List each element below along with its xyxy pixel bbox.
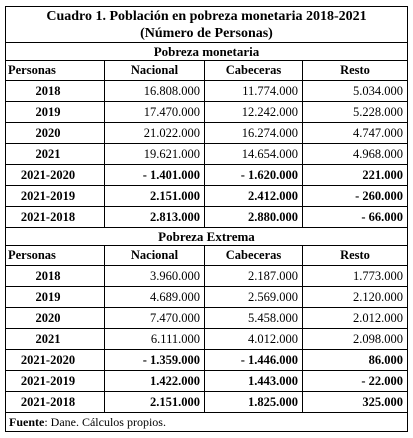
value-cell: 5.228.000 bbox=[303, 102, 408, 123]
row-label-cell: 2021-2018 bbox=[6, 392, 105, 413]
table-row bbox=[6, 350, 408, 371]
row-label-cell: 2018 bbox=[6, 266, 105, 287]
value-cell: 2.880.000 bbox=[205, 207, 303, 228]
table-row bbox=[6, 266, 408, 287]
row-label-cell: 2021-2020 bbox=[6, 350, 105, 371]
row-label-cell: 2018 bbox=[6, 81, 105, 102]
column-header: Nacional bbox=[105, 246, 205, 266]
value-cell: 16.274.000 bbox=[205, 123, 303, 144]
value-cell: 17.470.000 bbox=[105, 102, 205, 123]
value-cell: 11.774.000 bbox=[205, 81, 303, 102]
column-header: Resto bbox=[303, 61, 408, 81]
value-cell: 2.151.000 bbox=[105, 186, 205, 207]
value-cell: 5.458.000 bbox=[205, 308, 303, 329]
value-cell: - 1.620.000 bbox=[205, 165, 303, 186]
table-row bbox=[6, 165, 408, 186]
value-cell: 2.120.000 bbox=[303, 287, 408, 308]
value-cell: - 1.401.000 bbox=[105, 165, 205, 186]
column-header: Cabeceras bbox=[205, 61, 303, 81]
row-label-cell: 2020 bbox=[6, 308, 105, 329]
value-cell: 5.034.000 bbox=[303, 81, 408, 102]
value-cell: 1.422.000 bbox=[105, 371, 205, 392]
column-header: Personas bbox=[6, 61, 105, 81]
row-label-cell: 2019 bbox=[6, 287, 105, 308]
table-row bbox=[6, 102, 408, 123]
section-heading: Pobreza monetaria bbox=[6, 43, 408, 61]
section-heading-row bbox=[6, 43, 408, 61]
value-cell: 2.012.000 bbox=[303, 308, 408, 329]
value-cell: 221.000 bbox=[303, 165, 408, 186]
value-cell: 21.022.000 bbox=[105, 123, 205, 144]
table-title: Cuadro 1. Población en pobreza monetaria 2018-2021 bbox=[46, 8, 367, 24]
row-label-cell: 2021-2020 bbox=[6, 165, 105, 186]
footer-source-text: : Dane. Cálculos propios. bbox=[44, 415, 166, 429]
column-header: Cabeceras bbox=[205, 246, 303, 266]
table-row bbox=[6, 329, 408, 350]
table-subtitle: (Número de Personas) bbox=[140, 25, 273, 41]
value-cell: 3.960.000 bbox=[105, 266, 205, 287]
column-header-row bbox=[6, 61, 408, 81]
column-header-row bbox=[6, 246, 408, 266]
footer-row bbox=[6, 413, 408, 432]
table-row bbox=[6, 123, 408, 144]
value-cell: 16.808.000 bbox=[105, 81, 205, 102]
value-cell: 86.000 bbox=[303, 350, 408, 371]
column-header: Resto bbox=[303, 246, 408, 266]
value-cell: 4.747.000 bbox=[303, 123, 408, 144]
value-cell: 2.412.000 bbox=[205, 186, 303, 207]
table-row bbox=[6, 81, 408, 102]
value-cell: 1.825.000 bbox=[205, 392, 303, 413]
value-cell: 6.111.000 bbox=[105, 329, 205, 350]
value-cell: 7.470.000 bbox=[105, 308, 205, 329]
value-cell: 19.621.000 bbox=[105, 144, 205, 165]
value-cell: 12.242.000 bbox=[205, 102, 303, 123]
value-cell: 2.569.000 bbox=[205, 287, 303, 308]
table-row bbox=[6, 207, 408, 228]
value-cell: 2.187.000 bbox=[205, 266, 303, 287]
table-row bbox=[6, 186, 408, 207]
table-row bbox=[6, 308, 408, 329]
section-heading-row bbox=[6, 228, 408, 246]
value-cell: 1.443.000 bbox=[205, 371, 303, 392]
table-row bbox=[6, 371, 408, 392]
column-header: Personas bbox=[6, 246, 105, 266]
table-row bbox=[6, 144, 408, 165]
table-row bbox=[6, 287, 408, 308]
column-header: Nacional bbox=[105, 61, 205, 81]
value-cell: - 22.000 bbox=[303, 371, 408, 392]
value-cell: 2.813.000 bbox=[105, 207, 205, 228]
footer-source-label: Fuente bbox=[9, 415, 45, 429]
value-cell: 1.773.000 bbox=[303, 266, 408, 287]
row-label-cell: 2021 bbox=[6, 144, 105, 165]
value-cell: - 1.359.000 bbox=[105, 350, 205, 371]
table-title-row bbox=[6, 7, 408, 43]
value-cell: - 66.000 bbox=[303, 207, 408, 228]
poverty-table bbox=[5, 6, 408, 432]
value-cell: 4.012.000 bbox=[205, 329, 303, 350]
value-cell: 2.151.000 bbox=[105, 392, 205, 413]
poverty-table-container bbox=[5, 6, 407, 432]
footer-cell bbox=[6, 413, 408, 432]
table-row bbox=[6, 392, 408, 413]
row-label-cell: 2021-2019 bbox=[6, 371, 105, 392]
value-cell: - 1.446.000 bbox=[205, 350, 303, 371]
section-heading: Pobreza Extrema bbox=[6, 228, 408, 246]
value-cell: 4.968.000 bbox=[303, 144, 408, 165]
value-cell: 325.000 bbox=[303, 392, 408, 413]
value-cell: 4.689.000 bbox=[105, 287, 205, 308]
row-label-cell: 2020 bbox=[6, 123, 105, 144]
table-title-cell bbox=[6, 7, 408, 43]
value-cell: 2.098.000 bbox=[303, 329, 408, 350]
row-label-cell: 2021-2018 bbox=[6, 207, 105, 228]
row-label-cell: 2021 bbox=[6, 329, 105, 350]
value-cell: 14.654.000 bbox=[205, 144, 303, 165]
row-label-cell: 2019 bbox=[6, 102, 105, 123]
row-label-cell: 2021-2019 bbox=[6, 186, 105, 207]
value-cell: - 260.000 bbox=[303, 186, 408, 207]
